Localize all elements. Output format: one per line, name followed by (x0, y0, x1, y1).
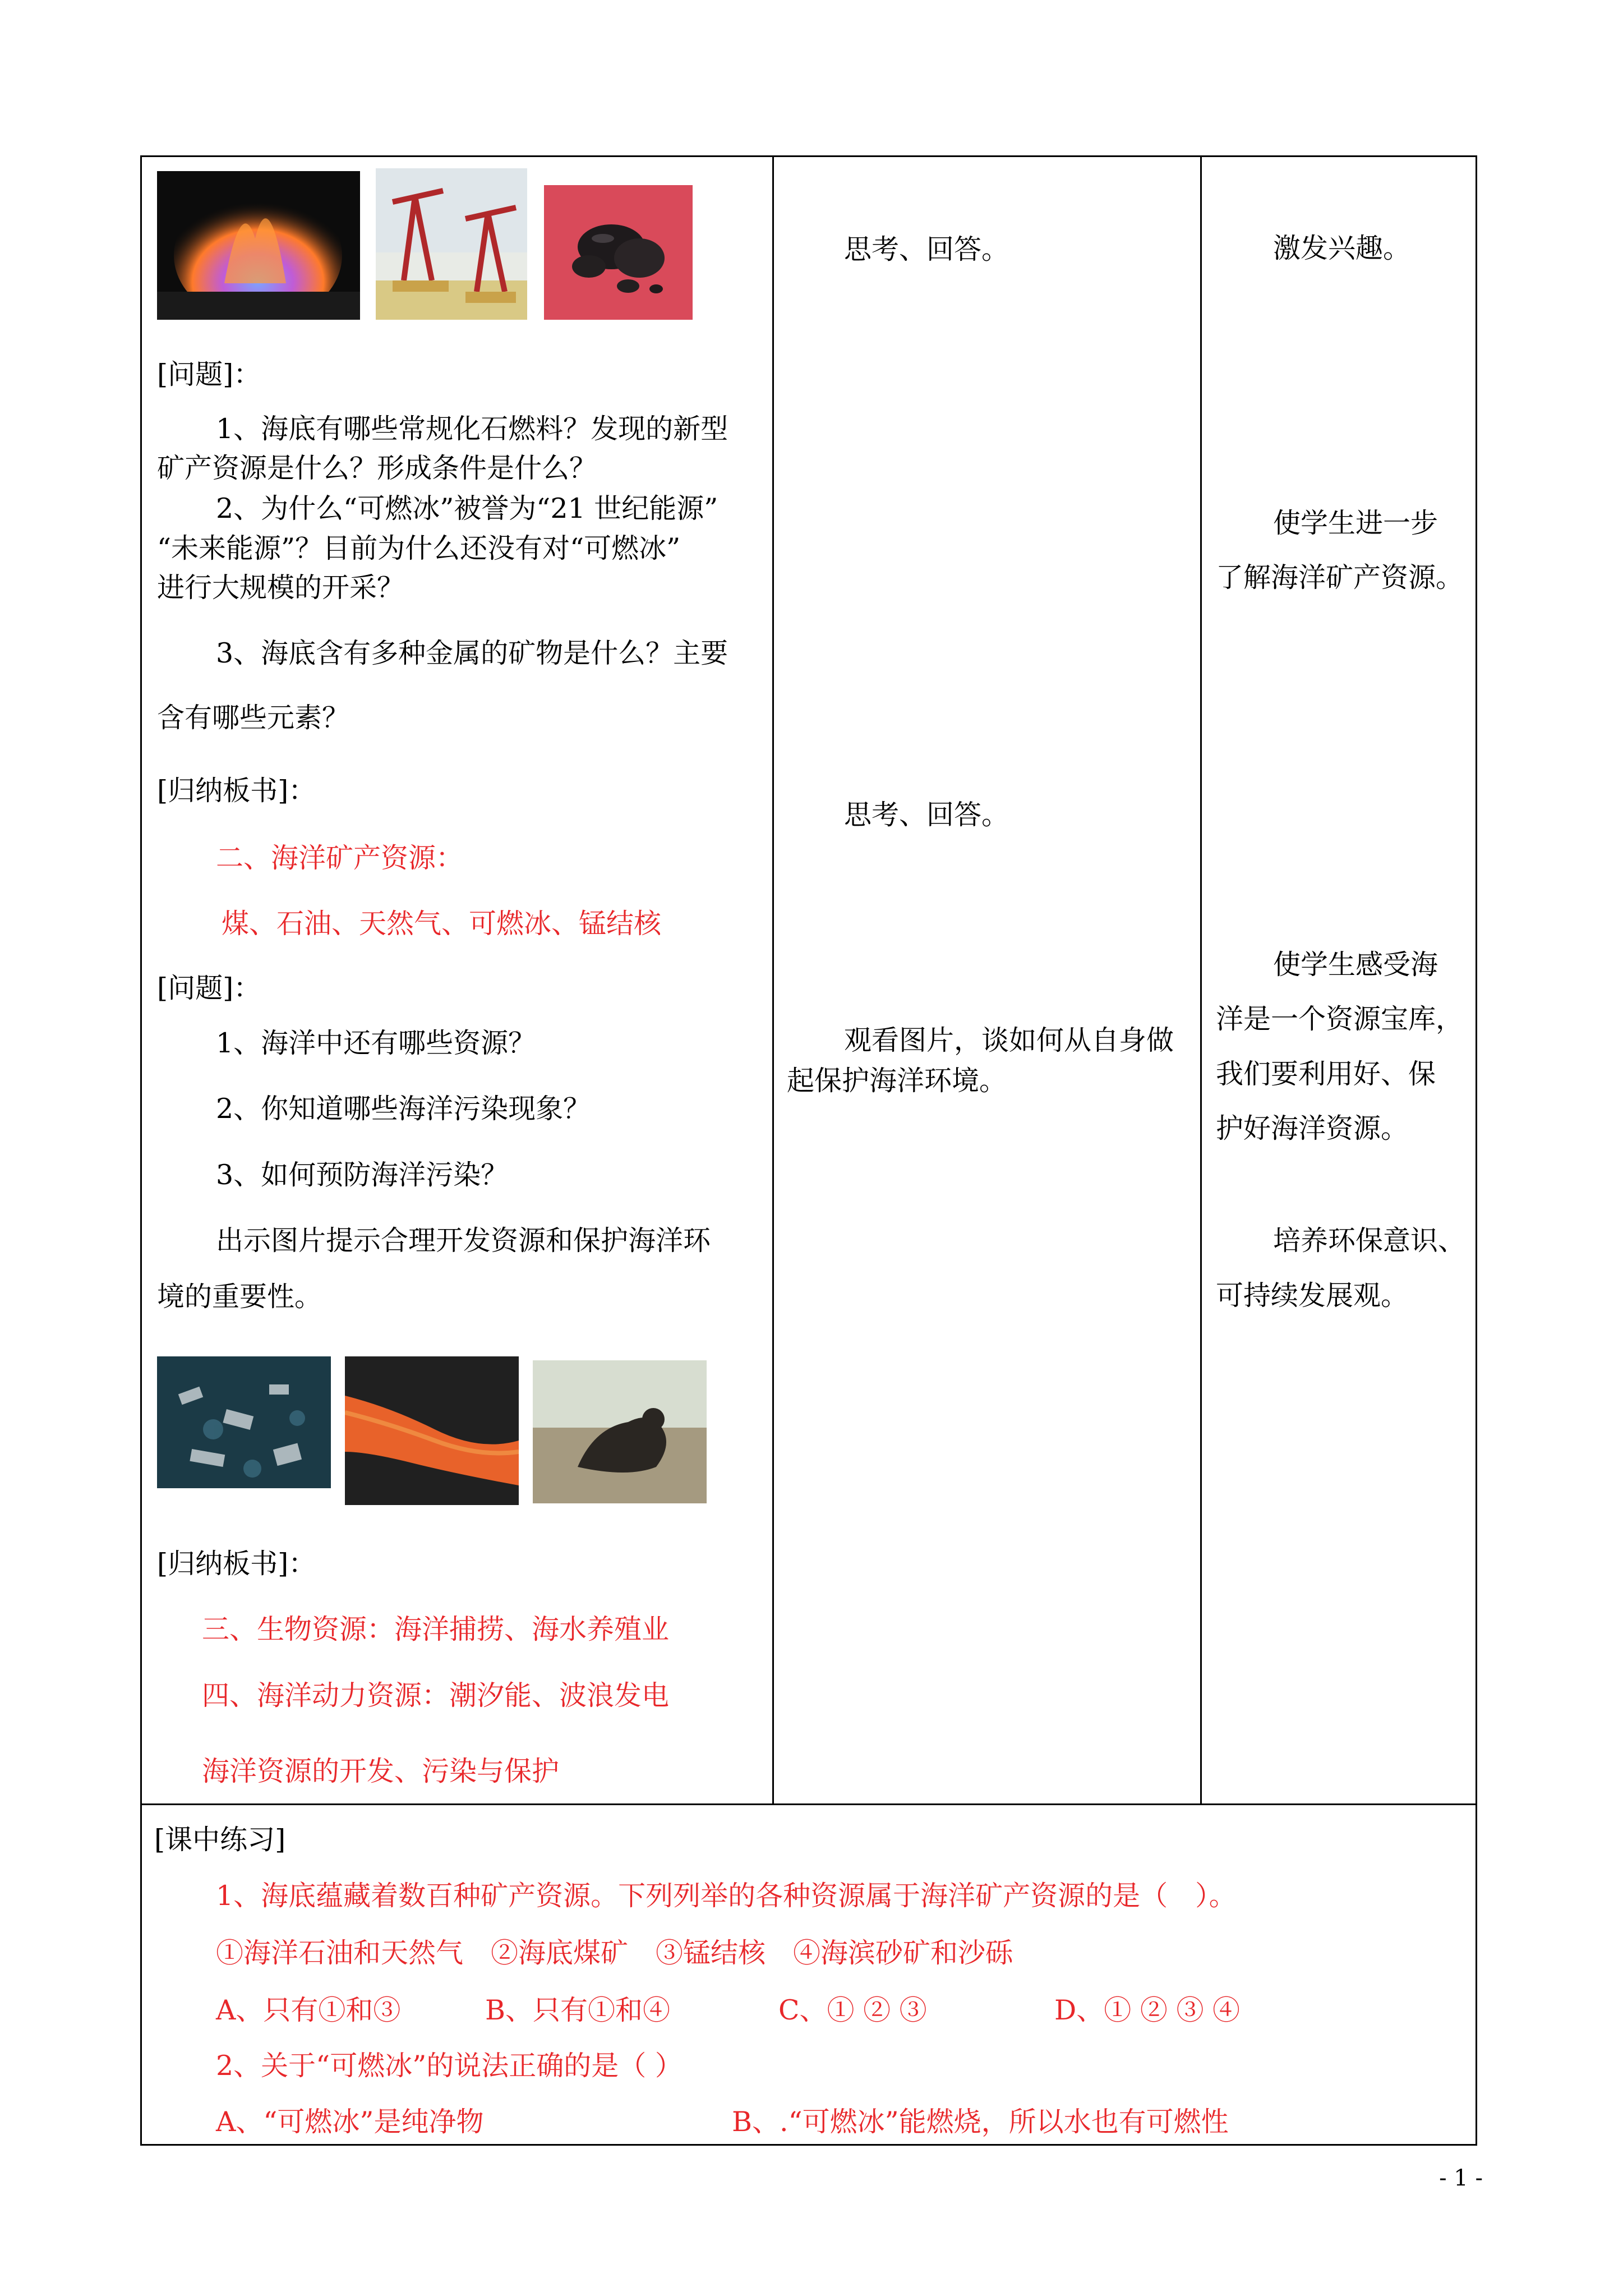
question-line: 3、海底含有多种金属的矿物是什么？主要 (216, 637, 728, 669)
question-line: 含有哪些元素？ (157, 702, 350, 734)
exercise-options: ①海洋石油和天然气 ②海底煤矿 ③锰结核 ④海滨砂矿和沙砾 (216, 1937, 1013, 1969)
question-heading-2: [问题]： (157, 972, 261, 1004)
red-tide-photo (345, 1356, 519, 1505)
summary-line: 海洋资源的开发、污染与保护 (202, 1755, 560, 1787)
design-intent: 了解海洋矿产资源。 (1216, 562, 1464, 593)
student-activity: 思考、回答。 (844, 233, 1009, 265)
exercise-choice: C、① ② ③ (778, 1994, 927, 2026)
table-bottom-border (140, 2144, 1477, 2146)
design-intent: 可持续发展观。 (1216, 1280, 1409, 1312)
question-line: 出示图片提示合理开发资源和保护海洋环 (216, 1225, 711, 1257)
student-activity: 思考、回答。 (844, 799, 1009, 831)
exercise-heading: [课中练习] (154, 1824, 286, 1856)
summary-heading-2: [归纳板书]： (157, 1548, 316, 1580)
coal-photo (544, 185, 693, 320)
column-divider-2 (1200, 155, 1202, 1805)
question-line: 1、海洋中还有哪些资源？ (216, 1027, 536, 1059)
table-row-divider (140, 1803, 1477, 1805)
design-intent: 我们要利用好、保 (1216, 1058, 1436, 1090)
oiled-bird-photo (533, 1360, 707, 1503)
design-intent: 护好海洋资源。 (1216, 1112, 1409, 1144)
exercise-choice: A、只有①和③ (216, 1994, 401, 2026)
summary-line: 三、生物资源：海洋捕捞、海水养殖业 (202, 1613, 670, 1645)
question-line: 矿产资源是什么？形成条件是什么？ (157, 452, 597, 484)
student-activity: 起保护海洋环境。 (787, 1065, 1007, 1097)
design-intent: 使学生感受海 (1273, 949, 1438, 981)
question-line: 3、如何预防海洋污染？ (216, 1159, 509, 1191)
design-intent: 培养环保意识、 (1273, 1225, 1466, 1257)
exercise-question: 2、关于“可燃冰”的说法正确的是（ ） (216, 2050, 683, 2082)
exercise-choice: D、① ② ③ ④ (1054, 1994, 1241, 2026)
question-line: 2、你知道哪些海洋污染现象？ (216, 1093, 591, 1125)
summary-line: 煤、石油、天然气、可燃冰、锰结核 (222, 908, 662, 940)
oil-pump-photo (376, 168, 527, 320)
question-line: 1、海底有哪些常规化石燃料？发现的新型 (216, 413, 728, 445)
question-line: “未来能源”？目前为什么还没有对“可燃冰” (157, 532, 681, 564)
design-intent: 激发兴趣。 (1273, 232, 1411, 264)
design-intent: 洋是一个资源宝库， (1216, 1003, 1464, 1035)
summary-heading-1: [归纳板书]： (157, 775, 316, 807)
gas-flame-photo (157, 171, 360, 320)
question-line: 进行大规模的开采？ (157, 572, 405, 604)
page-number: - 1 - (1439, 2165, 1483, 2191)
exercise-choice: B、只有①和④ (485, 1994, 671, 2026)
table-right-border (1476, 155, 1477, 2146)
exercise-choice: B、.“可燃冰”能燃烧，所以水也有可燃性 (732, 2106, 1229, 2138)
exercise-question: 1、海底蕴藏着数百种矿产资源。下列列举的各种资源属于海洋矿产资源的是（ ）。 (216, 1880, 1237, 1912)
question-heading-1: [问题]： (157, 358, 261, 390)
column-divider-1 (772, 155, 774, 1805)
summary-line: 四、海洋动力资源：潮汐能、波浪发电 (202, 1680, 670, 1711)
ocean-garbage-photo (157, 1356, 331, 1505)
exercise-choice: A、“可燃冰”是纯净物 (216, 2106, 484, 2138)
question-line: 2、为什么“可燃冰”被誉为“21 世纪能源” (216, 493, 718, 524)
table-top-border (140, 155, 1477, 157)
table-left-border (140, 155, 142, 2146)
design-intent: 使学生进一步 (1273, 507, 1438, 539)
summary-line: 二、海洋矿产资源： (216, 842, 464, 874)
question-line: 境的重要性。 (157, 1281, 322, 1313)
student-activity: 观看图片，谈如何从自身做 (844, 1024, 1174, 1056)
